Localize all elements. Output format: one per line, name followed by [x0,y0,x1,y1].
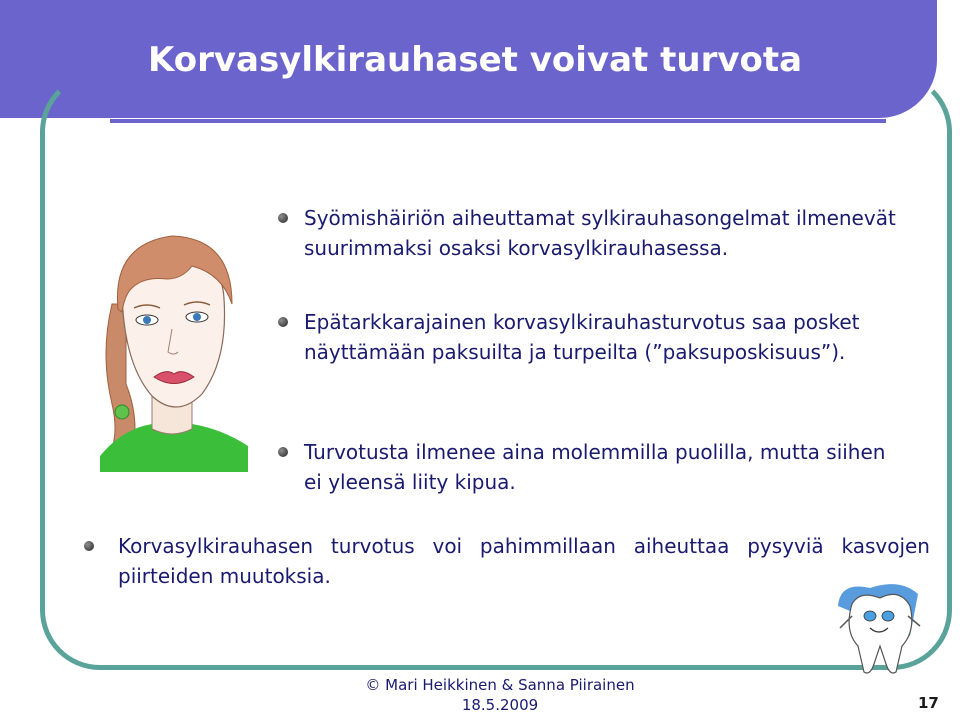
footer [340,675,660,715]
bullet-item [118,531,930,591]
slide-title: Korvasylkirauhaset voivat turvota [148,40,803,80]
bullet-dot-icon [278,447,288,457]
footer-authors: © Mari Heikkinen & Sanna Piirainen [365,676,635,694]
bullet-dot-icon [278,317,288,327]
footer-date: 18.5.2009 [461,696,539,714]
bullet-item [304,307,904,367]
bullet-dot-icon [84,541,94,551]
bullet-item [304,203,904,263]
tooth-mascot-illustration [830,576,930,676]
bullet-dot-icon [278,213,288,223]
page-number: 17 [918,694,939,712]
bullet-text: Turvotusta ilmenee aina molemmilla puolilla, mutta siihen ei yleensä liity kipua. [304,440,886,494]
bullet-text: Korvasylkirauhasen turvotus voi pahimmillaan aiheuttaa pysyviä kasvojen piirteiden muutoksia. [118,534,930,588]
face-illustration [82,224,258,472]
bullet-text: Epätarkkarajainen korvasylkirauhasturvotus saa posket näyttämään paksuilta ja turpeilta (”paksuposkisuus”). [304,310,860,364]
bullet-item [304,437,904,497]
bullet-text: Syömishäiriön aiheuttamat sylkirauhasongelmat ilmenevät suurimmaksi osaksi korvasylkirauhasessa. [304,206,896,260]
